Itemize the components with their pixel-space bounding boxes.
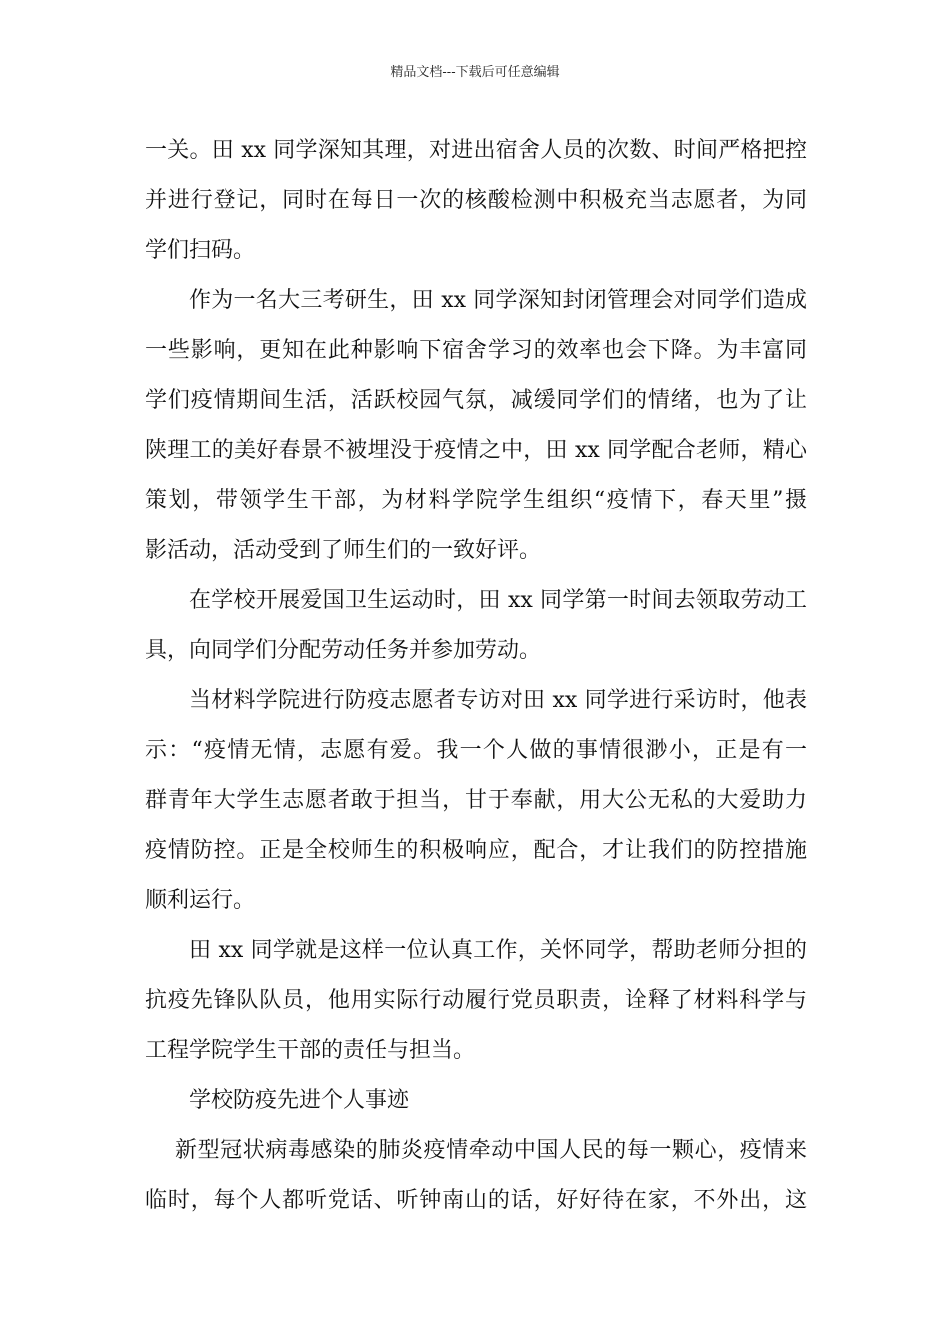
text-line: 顺利运行。 bbox=[145, 888, 256, 913]
text-line: 陕理工的美好春景不被埋没于疫情之中，田 xx 同学配合老师，精心 bbox=[145, 438, 807, 463]
text-line: 疫情防控。正是全校师生的积极响应，配合，才让我们的防控措施 bbox=[145, 838, 807, 863]
text-line: 一些影响，更知在此种影响下宿舍学习的效率也会下降。为丰富同 bbox=[145, 338, 807, 363]
text-line: 示：“疫情无情，志愿有爱。我一个人做的事情很渺小，正是有一 bbox=[145, 738, 807, 763]
text-line: 一关。田 xx 同学深知其理，对进出宿舍人员的次数、时间严格把控 bbox=[145, 138, 807, 163]
paragraph bbox=[145, 676, 807, 926]
text-line: 学们扫码。 bbox=[145, 238, 256, 263]
text-line: 群青年大学生志愿者敢于担当，甘于奉献，用大公无私的大爱助力 bbox=[145, 788, 807, 813]
paragraph bbox=[145, 126, 807, 276]
paragraph bbox=[145, 1126, 807, 1226]
document-body bbox=[145, 126, 807, 1226]
paragraph bbox=[145, 576, 807, 676]
text-line: 并进行登记，同时在每日一次的核酸检测中积极充当志愿者，为同 bbox=[145, 188, 807, 213]
text-line: 工程学院学生干部的责任与担当。 bbox=[145, 1038, 476, 1063]
text-line: 在学校开展爱国卫生运动时，田 xx 同学第一时间去领取劳动工 bbox=[189, 588, 807, 613]
section-heading bbox=[145, 1076, 807, 1126]
section-heading-text: 学校防疫先进个人事迹 bbox=[189, 1088, 410, 1113]
text-line: 新型冠状病毒感染的肺炎疫情牵动中国人民的每一颗心，疫情来 bbox=[175, 1138, 807, 1163]
paragraph bbox=[145, 926, 807, 1076]
text-line: 临时，每个人都听党话、听钟南山的话，好好待在家，不外出，这 bbox=[145, 1188, 807, 1213]
paragraph bbox=[145, 276, 807, 576]
page-header: 精品文档---下载后可任意编辑 bbox=[390, 65, 560, 80]
text-line: 作为一名大三考研生，田 xx 同学深知封闭管理会对同学们造成 bbox=[189, 288, 807, 313]
text-line: 具，向同学们分配劳动任务并参加劳动。 bbox=[145, 638, 542, 663]
text-line: 策划，带领学生干部，为材料学院学生组织“疫情下，春天里”摄 bbox=[145, 488, 807, 513]
text-line: 当材料学院进行防疫志愿者专访对田 xx 同学进行采访时，他表 bbox=[189, 688, 807, 713]
text-line: 学们疫情期间生活，活跃校园气氛，减缓同学们的情绪，也为了让 bbox=[145, 388, 807, 413]
text-line: 影活动，活动受到了师生们的一致好评。 bbox=[145, 538, 542, 563]
text-line: 抗疫先锋队队员，他用实际行动履行党员职责，诠释了材料科学与 bbox=[145, 988, 807, 1013]
text-line: 田 xx 同学就是这样一位认真工作，关怀同学，帮助老师分担的 bbox=[189, 938, 807, 963]
